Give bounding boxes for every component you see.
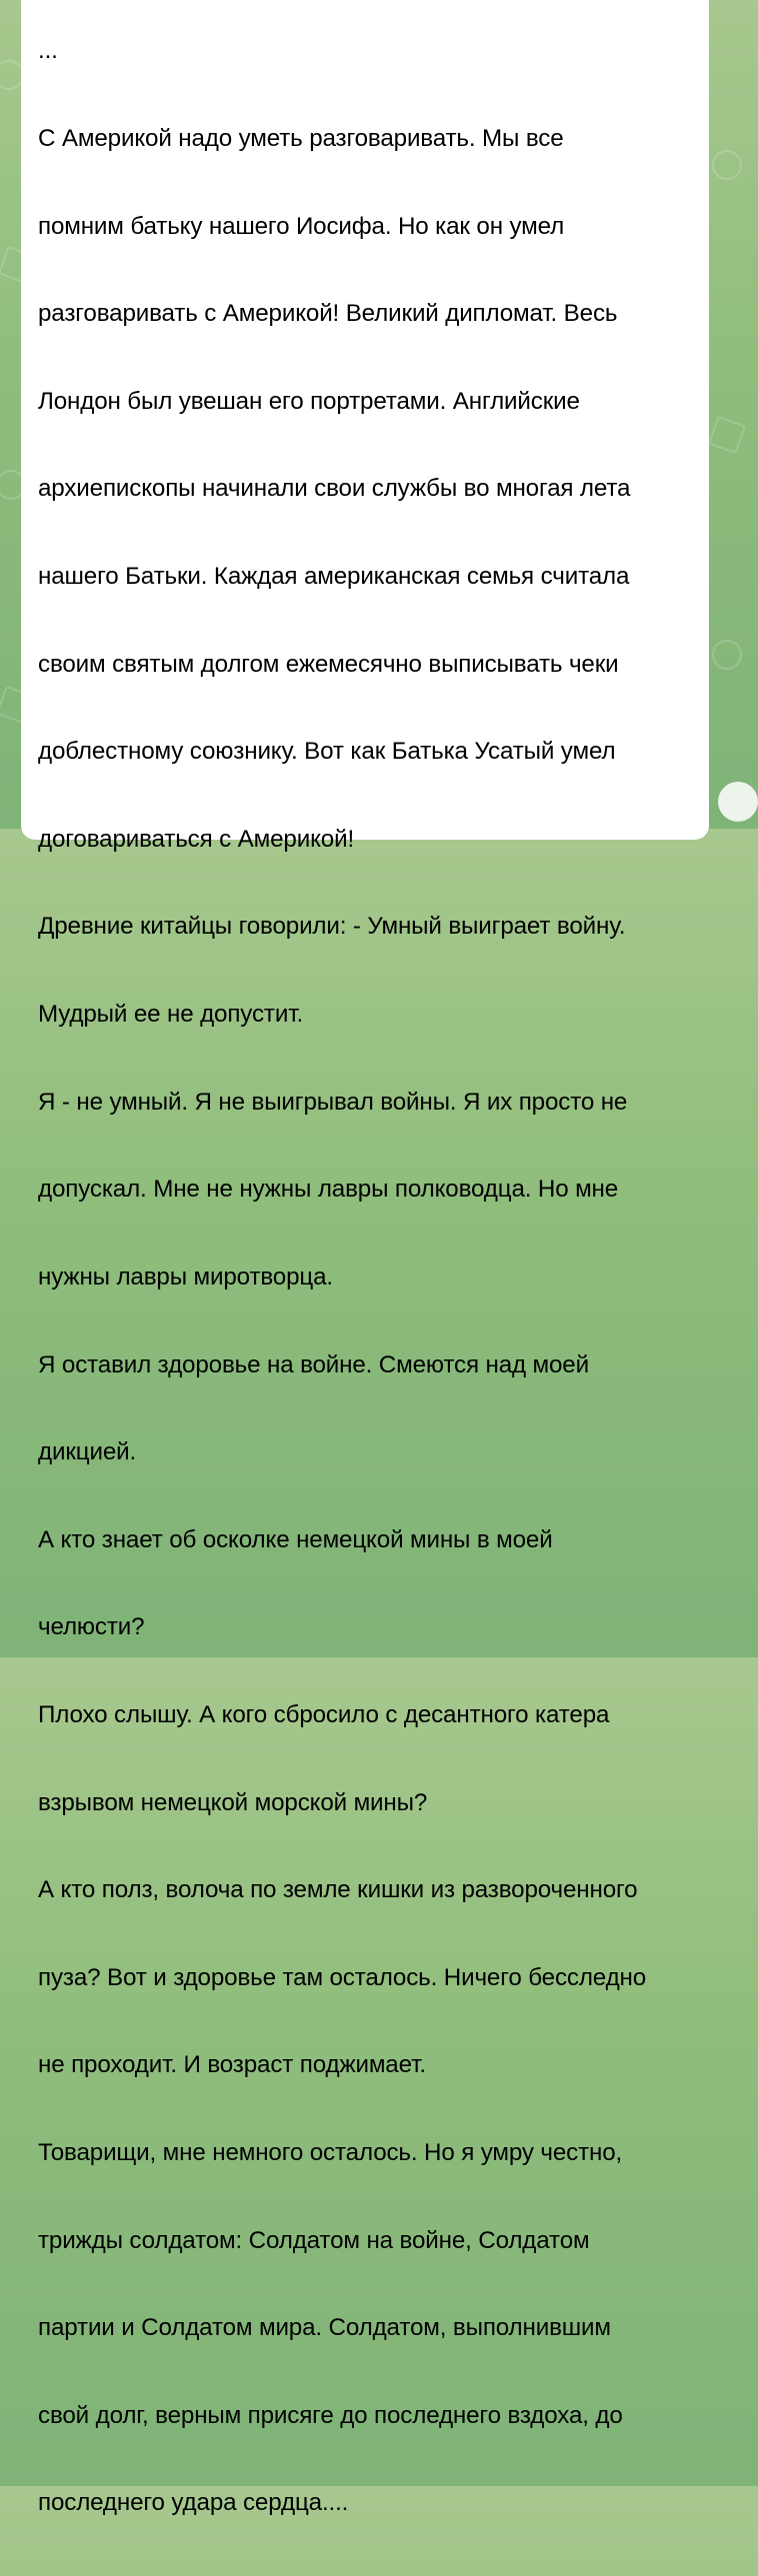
wallpaper-doodle: [712, 640, 742, 670]
message-line: свой долг, верным присяге до последнего вздоха, до: [38, 2401, 623, 2429]
message-line: Плохо слышу. А кого сбросило с десантного катера: [38, 1700, 610, 1728]
wallpaper-doodle: [708, 416, 746, 454]
message-line: нужны лавры миротворца.: [38, 1263, 333, 1290]
message-line: А кто полз, волоча по земле кишки из развороченного: [38, 1876, 638, 1904]
message-line: пуза? Вот и здоровье там осталось. Ничего бесследно: [38, 1963, 647, 1991]
message-line: А кто знает об осколке немецкой мины в моей: [38, 1525, 553, 1553]
message-bubble[interactable]: [21, 0, 709, 2517]
message-line: трижды солдатом: Солдатом на войне, Солдатом: [38, 2226, 590, 2254]
message-line: нашего Батьки. Каждая американская семья считала: [38, 563, 630, 591]
wallpaper-doodle: [712, 150, 742, 180]
message-line: Мудрый ее не допустит.: [38, 1001, 304, 1029]
message-line: архиепископы начинали свои службы во многая лета: [38, 475, 631, 503]
message-line: С Америкой надо уметь разговаривать. Мы все: [38, 125, 564, 152]
message-line: помним батьку нашего Иосифа. Но как он умел: [38, 212, 565, 240]
message-line: доблестному союзнику. Вот как Батька Усатый умел: [38, 738, 616, 766]
message-line: своим святым долгом ежемесячно выписывать чеки: [38, 650, 619, 678]
message-line: Древние китайцы говорили: - Умный выиграет войну.: [38, 913, 626, 941]
message-line: партии и Солдатом мира. Солдатом, выполнившим: [38, 2314, 611, 2342]
message-line: Лондон был увешан его портретами. Английские: [38, 387, 580, 415]
message-line: Товарищи, мне немного осталось. Но я умру честно,: [38, 2139, 623, 2167]
message-text: [38, 0, 695, 2576]
message-line: разговаривать с Америкой! Великий дипломат. Весь: [38, 300, 618, 328]
message-line: не проходит. И возраст поджимает.: [38, 2051, 426, 2079]
message-line: взрывом немецкой морской мины?: [38, 1788, 428, 1816]
message-line: допускал. Мне не нужны лавры полководца. Но мне: [38, 1176, 619, 1204]
message-line: челюсти?: [38, 1613, 145, 1641]
message-line: договариваться с Америкой!: [38, 825, 355, 853]
message-line: Я оставил здоровье на войне. Смеются над моей: [38, 1350, 589, 1378]
message-line: дикцией.: [38, 1438, 137, 1466]
message-line: ...: [38, 37, 58, 65]
message-line: последнего удара сердца....: [38, 2489, 349, 2517]
message-line: Я - не умный. Я не выигрывал войны. Я их просто не: [38, 1088, 628, 1116]
scroll-down-button[interactable]: [718, 782, 758, 822]
